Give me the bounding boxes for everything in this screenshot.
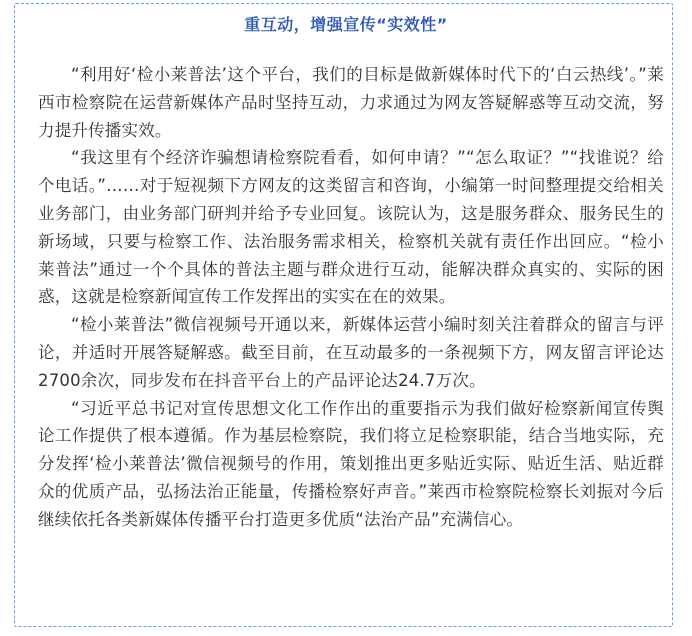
paragraph-1: “利用好‘检小莱普法’这个平台，我们的目标是做新媒体时代下的‘白云热线’。”莱西市检察院在运营新媒体产品时坚持互动，力求通过为网友答疑解惑等互动交流，努力提升传播实效。: [38, 65, 664, 140]
paragraph-4: “习近平总书记对宣传思想文化工作作出的重要指示为我们做好检察新闻宣传舆论工作提供了根本遵循。作为基层检察院，我们将立足检察职能，结合当地实际，充分发挥‘检小莱普法’微信视频号的作用，策划推出更多贴近实际、贴近生活、贴近群众的优质产品，弘扬法治正能量，传播检察好声音。”莱西市检察院检察长刘振对今后继续依托各类新媒体传播平台打造更多优质“法治产品”充满信心。: [38, 398, 664, 529]
paragraph-2: “我这里有个经济诈骗想请检察院看看，如何申请？”“怎么取证？”“找谁说？给个电话。”……对于短视频下方网友的这类留言和咨询，小编第一时间整理提交给相关业务部门，由业务部门研判并给予专业回复。该院认为，这是服务群众、服务民生的新场域，只要与检察工作、法治服务需求相关，检察机关就有责任作出回应。“检小莱普法”通过一个个具体的普法主题与群众进行互动，能解决群众真实的、实际的困惑，这就是检察新闻宣传工作发挥出的实实在在的效果。: [38, 148, 664, 307]
paragraph-3: “检小莱普法”微信视频号开通以来，新媒体运营小编时刻关注着群众的留言与评论，并适时开展答疑解惑。截至目前，在互动最多的一条视频下方，网友留言评论达2700余次，同步发布在抖音平台上的产品评论达24.7万次。: [38, 315, 664, 390]
article-body: [38, 61, 664, 534]
section-heading: 重互动，增强宣传“实效性”: [244, 15, 448, 34]
